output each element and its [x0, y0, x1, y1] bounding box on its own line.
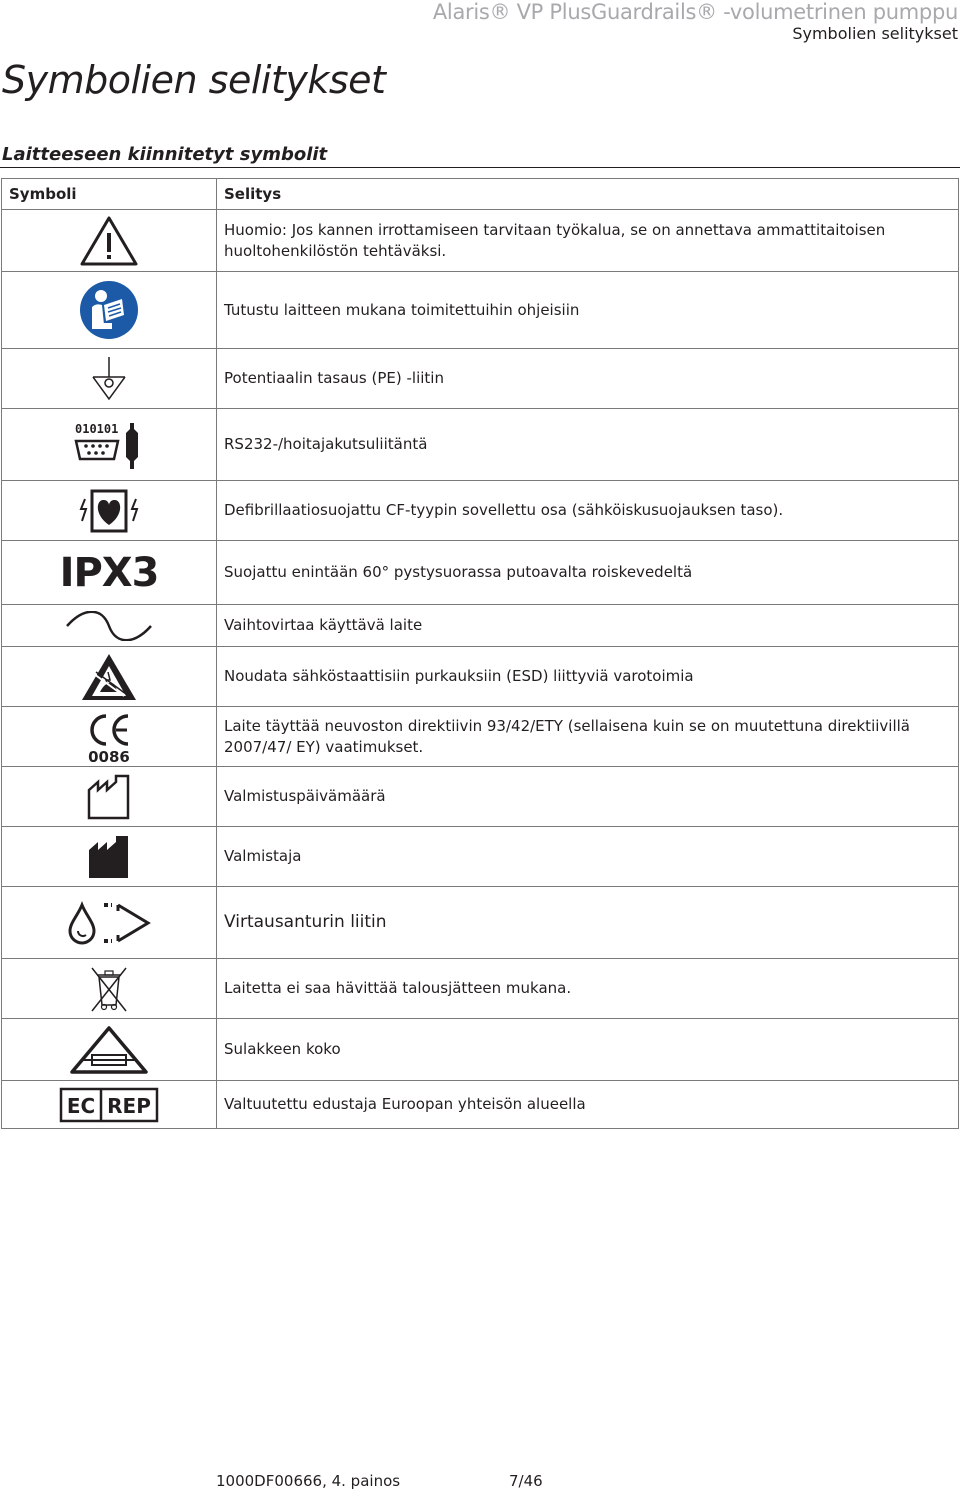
- footer-document-number: 1000DF00666, 4. painos: [216, 1472, 401, 1490]
- table-row: [2, 647, 959, 707]
- ce-mark-icon: [84, 710, 134, 764]
- symbol-cell: [2, 409, 217, 481]
- description-cell: Defibrillaatiosuojattu CF-tyypin sovellettu osa (sähköiskusuojauksen taso).: [217, 481, 959, 541]
- symbols-table: [1, 178, 959, 1129]
- description-cell: Potentiaalin tasaus (PE) -liitin: [217, 349, 959, 409]
- table-row: [2, 959, 959, 1019]
- description-cell: Valmistaja: [217, 827, 959, 887]
- description-cell: Virtausanturin liitin: [217, 887, 959, 959]
- description-cell: Valtuutettu edustaja Euroopan yhteisön alueella: [217, 1081, 959, 1129]
- description-cell: Tutustu laitteen mukana toimitettuihin ohjeisiin: [217, 272, 959, 349]
- symbol-cell: [2, 827, 217, 887]
- description-cell: Sulakkeen koko: [217, 1019, 959, 1081]
- fuse-icon: [70, 1025, 148, 1075]
- equipotential-icon: [89, 355, 129, 403]
- table-row: [2, 1019, 959, 1081]
- description-cell: Noudata sähköstaattisiin purkauksiin (ESD) liittyviä varotoimia: [217, 647, 959, 707]
- subheading-rule: [0, 167, 960, 168]
- symbol-cell: [2, 210, 217, 272]
- footer-page-number: 7/46: [509, 1472, 543, 1490]
- ec-rep-ec-label: EC: [66, 1093, 96, 1118]
- table-row: [2, 349, 959, 409]
- manufacturer-icon: [87, 834, 131, 880]
- description-cell: Laite täyttää neuvoston direktiivin 93/42/ETY (sellaisena kuin se on muutettuna direktiivillä 2007/47/ EY) vaatimukset.: [217, 707, 959, 767]
- table-row: [2, 409, 959, 481]
- symbol-cell: [2, 959, 217, 1019]
- section-subheading: Laitteeseen kiinnitetyt symbolit: [2, 144, 328, 165]
- table-row: [2, 1081, 959, 1129]
- symbol-cell: [2, 541, 217, 605]
- description-cell: RS232-/hoitajakutsuliitäntä: [217, 409, 959, 481]
- symbol-cell: [2, 272, 217, 349]
- alternating-current-icon: [64, 611, 154, 641]
- header-section-title: Symbolien selitykset: [792, 24, 958, 43]
- weee-bin-icon: [89, 965, 129, 1013]
- description-cell: Huomio: Jos kannen irrottamiseen tarvitaan työkalua, se on annettava ammattitaitoisen huoltohenkilöstön tehtäväksi.: [217, 210, 959, 272]
- ce-notified-body-number: 0086: [88, 747, 130, 764]
- table-row: [2, 887, 959, 959]
- ec-rep-icon: [59, 1087, 159, 1123]
- symbol-cell: [2, 1019, 217, 1081]
- ipx3-icon: IPX3: [59, 549, 159, 596]
- product-name: Alaris® VP PlusGuardrails® -volumetrinen pumppu: [432, 0, 958, 24]
- symbol-cell: [2, 1081, 217, 1129]
- rs232-nurse-call-icon: [74, 419, 144, 471]
- table-header-row: [2, 179, 959, 210]
- column-header-symbol: Symboli: [2, 179, 217, 210]
- table-row: [2, 541, 959, 605]
- table-row: [2, 605, 959, 647]
- symbol-cell: [2, 647, 217, 707]
- symbol-cell: [2, 767, 217, 827]
- symbol-cell: [2, 481, 217, 541]
- symbol-cell: [2, 349, 217, 409]
- warning-triangle-icon: [79, 215, 139, 267]
- symbol-cell: [2, 707, 217, 767]
- table-row: [2, 767, 959, 827]
- rs232-icon-text: 010101: [75, 421, 119, 436]
- manufacture-date-icon: [86, 774, 132, 820]
- table-row: [2, 481, 959, 541]
- table-row: [2, 707, 959, 767]
- description-cell: Laitetta ei saa hävittää talousjätteen mukana.: [217, 959, 959, 1019]
- column-header-description: Selitys: [217, 179, 959, 210]
- table-row: [2, 827, 959, 887]
- consult-instructions-icon: [78, 279, 140, 341]
- defibrillation-proof-cf-icon: [76, 489, 142, 533]
- symbol-cell: [2, 887, 217, 959]
- description-cell: Valmistuspäivämäärä: [217, 767, 959, 827]
- flow-sensor-connector-icon: [66, 901, 152, 945]
- ec-rep-rep-label: REP: [107, 1093, 151, 1118]
- table-row: [2, 272, 959, 349]
- esd-warning-icon: [80, 652, 138, 702]
- table-row: [2, 210, 959, 272]
- description-cell: Suojattu enintään 60° pystysuorassa putoavalta roiskevedeltä: [217, 541, 959, 605]
- symbol-cell: [2, 605, 217, 647]
- description-cell: Vaihtovirtaa käyttävä laite: [217, 605, 959, 647]
- page-title: Symbolien selitykset: [2, 58, 386, 102]
